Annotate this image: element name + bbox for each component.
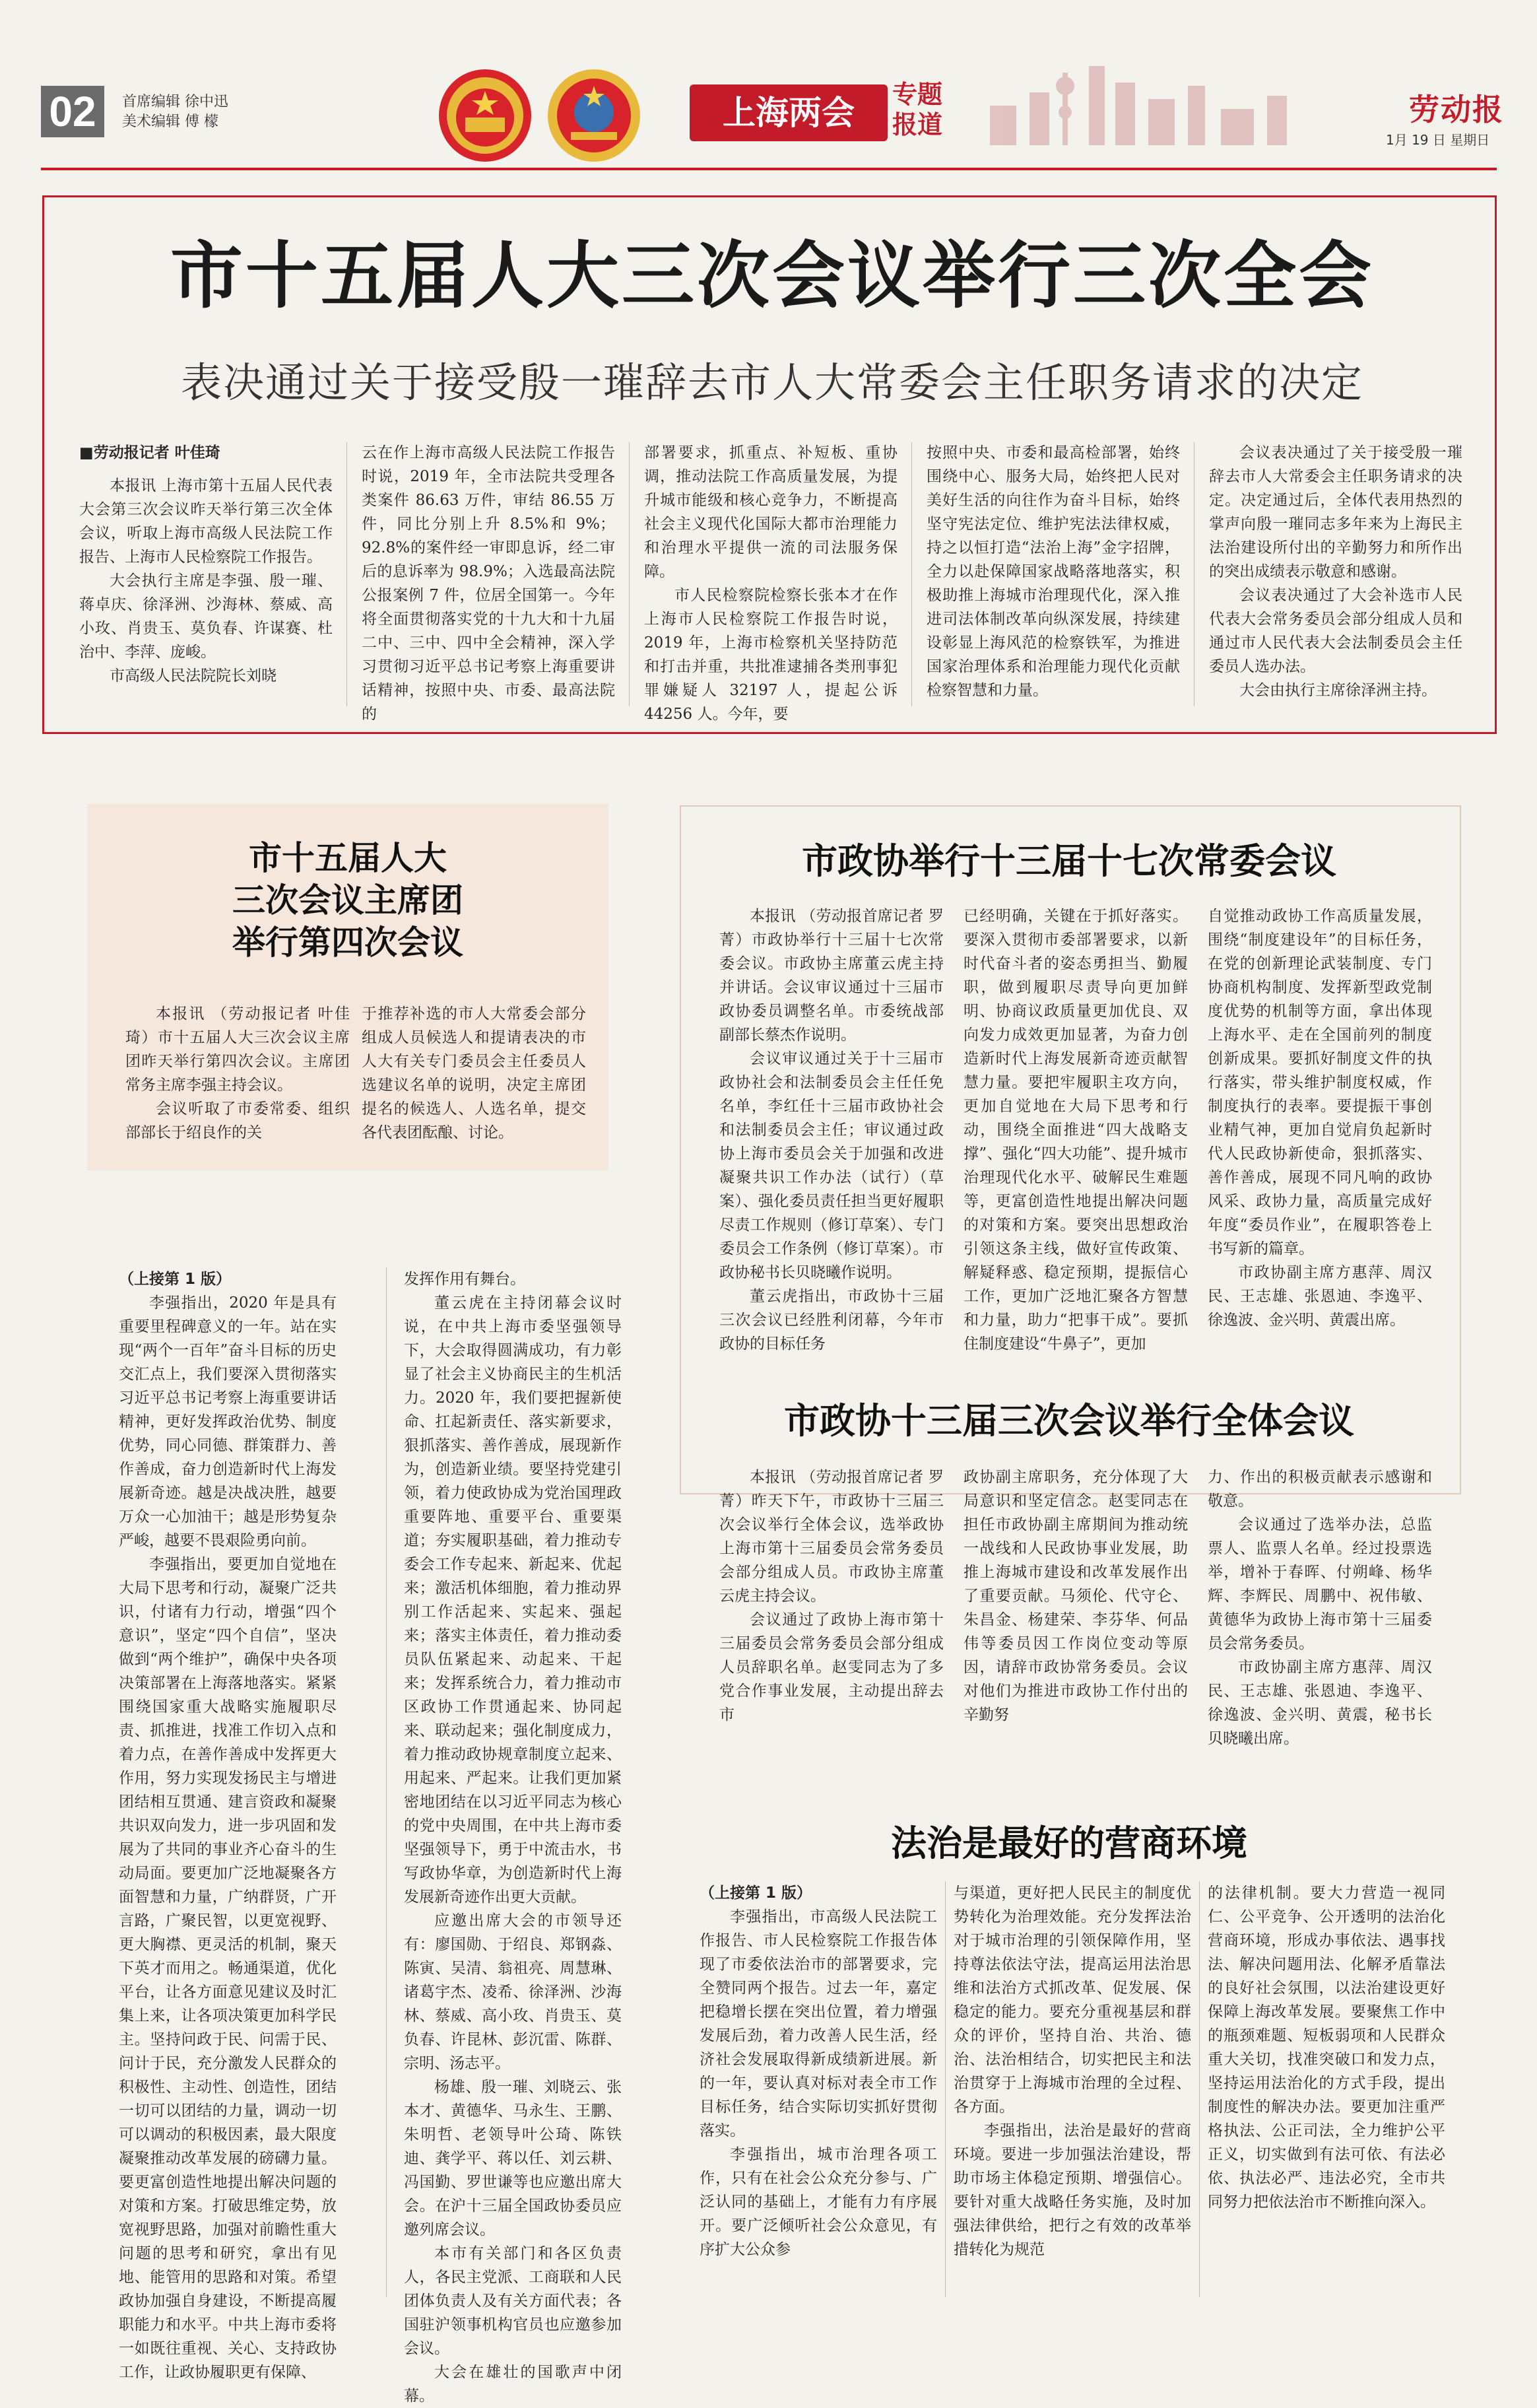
- paragraph: 的法律机制。要大力营造一视同仁、公平竞争、公开透明的法治化营商环境，形成办事依法、遇事找法、解决问题用法、化解矛盾靠法的良好社会氛围，以法治建设更好保障上海改革发展。要聚焦工作中的瓶颈难题、短板弱项和人民群众重大关切，找准突破口和发力点，坚持运用法治化的方式手段，提出制度性的解决办法。要更加注重严格执法、公正司法，全力维护公平正义，切实做到有法可依、有法必依、执法必严、违法必究，全市共同努力把依法治市不断推向深入。: [1208, 1885, 1445, 2211]
- paragraph: 大会在雄壮的国歌声中闭幕。: [404, 2364, 622, 2405]
- national-emblem-icon: [436, 66, 535, 165]
- paragraph: 应邀出席大会的市领导还有：廖国勋、于绍良、郑钢淼、陈寅、吴清、翁祖亮、周慧琳、诸葛宇杰、凌希、徐泽洲、沙海林、蔡威、高小玫、肖贵玉、莫负春、许昆林、彭沉雷、陈群、宗明、汤志平。: [404, 1912, 622, 2072]
- paragraph: 力、作出的积极贡献表示感谢和敬意。: [1208, 1469, 1432, 1510]
- paragraph: 董云虎指出，市政协十三届三次会议已经胜利闭幕，今年市政协的目标任务: [719, 1288, 944, 1353]
- paragraph: 已经明确，关键在于抓好落实。要深入贯彻市委部署要求，以新时代奋斗者的姿态勇担当、勤履职，做到履职尽责导向更加鲜明、协商议政质量更加优良、双向发力成效更加显著，为奋力创造新时代上海发展新奇迹贡献智慧力量。要把牢履职主攻方向，更加自觉地在大局下思考和行动，围绕全面推进“四大战略支撑”、强化“四大功能”、提升城市治理现代化水平、破解民生难题等，更富创造性地提出解决问题的对策和方案。要突出思想政治引领这条主线，做好宣传政策、解疑释惑、稳定预期，提振信心工作，更加广泛地汇聚各方智慧和力量，助力“把事干成”。要抓住制度建设“牛鼻子”，更加: [964, 908, 1188, 1353]
- skyline-icon: [970, 46, 1320, 145]
- presidium-headline: [87, 837, 608, 964]
- lead-headline: 市十五届人大三次会议举行三次全会: [170, 234, 1374, 318]
- paragraph: 杨雄、殷一璀、刘晓云、张本才、黄德华、马永生、王鹏、朱明哲、老领导叶公琦、陈铁迪、龚学平、蒋以任、刘云耕、冯国勤、罗世谦等也应邀出席大会。在沪十三届全国政协委员应邀列席会议。: [404, 2079, 622, 2238]
- law-column-3: [1208, 1881, 1445, 2310]
- cppcc17-headline: 市政协举行十三届十七次常委会议: [802, 840, 1336, 882]
- paragraph: 会议听取了市委常委、组织部部长于绍良作的关: [125, 1100, 350, 1141]
- paragraph: 李强指出，2020 年是具有重要里程碑意义的一年。站在实现“两个一百年”奋斗目标的历史交汇点上，我们要深入贯彻落实习近平总书记考察上海重要讲话精神，更好发挥政治优势、制度优势，同心同德、群策群力、善作善成，奋力创造新时代上海发展新奇迹。越是决战决胜，越要万众一心加油干；越是形势复杂严峻，越要不畏艰险勇向前。: [119, 1294, 337, 1549]
- paragraph: 本市有关部门和各区负责人，各民主党派、工商联和人民团体负责人及有关方面代表；各国驻沪领事机构官员也应邀参加会议。: [404, 2245, 622, 2357]
- paragraph: 会议表决通过了大会补选市人民代表大会常务委员会部分组成人员和通过市人民代表大会法制委员会主任委员人选办法。: [1209, 587, 1462, 675]
- li-column-1: [119, 1267, 337, 2381]
- paragraph: 本报讯 上海市第十五届人民代表大会第三次会议昨天举行第三次全体会议，听取上海市高级人民法院工作报告、上海市人民检察院工作报告。: [79, 477, 333, 566]
- paragraph: 按照中央、市委和最高检部署，始终围绕中心、服务大局，始终把人民对美好生活的向往作为奋斗目标，始终坚守宪法定位、维护宪法法律权威，持之以恒打造“法治上海”金字招牌，全力以赴保障国家战略落地落实，积极助推上海城市治理现代化，深入推进司法体制改革向纵深发展，持续建设彰显上海风范的检察铁军，为推进国家治理体系和治理能力现代化贡献检察智慧和力量。: [927, 444, 1180, 699]
- lead-column-1: [79, 441, 333, 712]
- paragraph: 本报讯 （劳动报首席记者 罗菁）市政协举行十三届十七次常委会议。市政协主席董云虎主持并讲话。会议审议通过十三届市政协委员调整名单。市委统战部副部长蔡杰作说明。: [719, 908, 944, 1044]
- lead-column-3: [644, 441, 898, 723]
- paragraph: 会议通过了政协上海市第十三届委员会常务委员会部分组成人员辞职名单。赵雯同志为了多党合作事业发展，主动提出辞去市: [719, 1611, 944, 1723]
- lead-column-4: [927, 441, 1180, 712]
- column-divider: [346, 442, 347, 706]
- column-divider: [911, 442, 912, 706]
- cppcc-emblem-icon: [544, 66, 643, 165]
- tag-line-1: 专题: [892, 80, 943, 109]
- column-divider: [1199, 1881, 1200, 2297]
- continued-label: （上接第 1 版）: [700, 1885, 812, 1902]
- plenary-headline: 市政协十三届三次会议举行全体会议: [784, 1400, 1354, 1442]
- paragraph: 市政协副主席方惠萍、周汉民、王志雄、张恩迪、李逸平、徐逸波、金兴明、黄震出席。: [1208, 1264, 1432, 1329]
- paragraph: 市人民检察院检察长张本才在作上海市人民检察院工作报告时说，2019 年，上海市检察机关坚持防范和打击并重，共批准逮捕各类刑事犯罪嫌疑人 32197 人，提起公诉 44256 人。今年，要: [644, 587, 898, 723]
- paragraph: 李强指出，法治是最好的营商环境。要进一步加强法治建设，帮助市场主体稳定预期、增强信心。要针对重大战略任务实施，及时加强法律供给，把行之有效的改革举措转化为规范: [954, 2122, 1191, 2258]
- column-divider: [945, 1881, 946, 2297]
- editor-line-1: 首席编辑 徐中迅: [122, 94, 228, 110]
- section-banner: 上海两会: [690, 84, 888, 141]
- paragraph: 大会执行主席是李强、殷一璀、蒋卓庆、徐泽洲、沙海林、蔡威、高小玫、肖贵玉、莫负春、许谋赛、杜治中、李萍、庞峻。: [79, 572, 333, 661]
- paragraph: 李强指出，市高级人民法院工作报告、市人民检察院工作报告体现了市委依法治市的部署要求，完全赞同两个报告。过去一年，嘉定把稳增长摆在突出位置，着力增强发展后劲，着力改善人民生活，经济社会发展取得新成绩新进展。新的一年，要认真对标对表全市工作目标任务，结合实际切实抓好贯彻落实。: [700, 1908, 937, 2139]
- paragraph: 云在作上海市高级人民法院工作报告时说，2019 年，全市法院共受理各类案件 86.63 万件，审结 86.55 万件，同比分别上升 8.5%和 9%；92.8%的案件经一审即息诉，经二审后的息诉率为 98.9%；入选最高法院公报案例 7 件，位居全国第一。今年将全面贯彻落实党的十九大和十九届二中、三中、四中全会精神，深入学习贯彻习近平总书记考察上海重要讲话精神，按照中央、市委、最高法院的: [362, 444, 615, 723]
- editor-line-2: 美术编辑 傅 檬: [122, 114, 218, 130]
- lead-byline: ■劳动报记者 叶佳琦: [79, 444, 220, 461]
- tag-line-2: 报道: [892, 110, 943, 139]
- paragraph: 市政协副主席方惠萍、周汉民、王志雄、张恩迪、李逸平、徐逸波、金兴明、黄震，秘书长贝晓曦出席。: [1208, 1659, 1432, 1747]
- lead-column-5: [1209, 441, 1462, 712]
- topic-tag: [892, 79, 952, 140]
- paragraph: 发挥作用有舞台。: [404, 1271, 525, 1288]
- presidium-column-1: [125, 1002, 350, 1160]
- paragraph: 会议表决通过了关于接受殷一璀辞去市人大常委会主任职务请求的决定。决定通过后，全体代表用热烈的掌声向殷一璀同志多年来为上海民主法治建设所付出的辛勤努力和所作出的突出成绩表示敬意和感谢。: [1209, 444, 1462, 580]
- law-column-2: [954, 1881, 1191, 2310]
- paragraph: 本报讯 （劳动报首席记者 罗菁）昨天下午，市政协十三届三次会议举行全体会议，选举政协上海市第十三届委员会常务委员会部分组成人员。市政协主席董云虎主持会议。: [719, 1469, 944, 1605]
- paragraph: 李强指出，要更加自觉地在大局下思考和行动，凝聚广泛共识，付诸有力行动，增强“四个意识”，坚定“四个自信”，坚决做到“两个维护”，确保中央各项决策部署在上海落地落实。紧紧围绕国家重大战略实施履职尽责、抓推进，找准工作切入点和着力点，在善作善成中发挥更大作用，努力实现发扬民主与增进团结相互贯通、建言资政和凝聚共识双向发力，进一步巩固和发展为了共同的事业齐心奋斗的生动局面。要更加广泛地凝聚各方面智慧和力量，广纳群贤，广开言路，广聚民智，以更宽视野、更大胸襟、更灵活的机制，聚天下英才而用之。畅通渠道，优化平台，让各方面意见建议及时汇集上来，让各项决策更加科学民主。坚持问政于民、问需于民、问计于民，充分激发人民群众的积极性、主动性、创造性，团结一切可以团结的力量，调动一切可以调动的积极因素，最大限度凝聚推动改革发展的磅礴力量。要更富创造性地提出解决问题的对策和方案。打破思维定势，放宽视野思路，加强对前瞻性重大问题的思考和研究，拿出有见地、能管用的思路和对策。希望政协加强自身建设，不断提高履职能力和水平。中共上海市委将一如既往重视、关心、支持政协工作，让政协履职更有保障、: [119, 1556, 337, 2381]
- cppcc17-column-3: [1208, 904, 1432, 1472]
- column-divider: [629, 442, 630, 706]
- lead-subheadline: 表决通过关于接受殷一璀辞去市人大常委会主任职务请求的决定: [180, 358, 1363, 407]
- li-column-2: [404, 1267, 622, 2405]
- paragraph: 部署要求，抓重点、补短板、重协调，推动法院工作高质量发展，为提升城市能级和核心竞争力，不断提高社会主义现代化国际大都市治理能力和治理水平提供一流的司法服务保障。: [644, 444, 898, 580]
- paragraph: 政协副主席职务，充分体现了大局意识和坚定信念。赵雯同志在担任市政协副主席期间为推动统一战线和人民政协事业发展，助推上海城市建设和改革发展作出了重要贡献。马须伦、代守仑、朱昌金、杨建荣、李芬华、何品伟等委员因工作岗位变动等原因，请辞市政协常务委员。会议对他们为推进市政协工作付出的辛勤努: [964, 1469, 1188, 1723]
- paragraph: 会议通过了选举办法，总监票人、监票人名单。经过投票选举，增补于春晖、付朔峰、杨华辉、李辉民、周鹏中、祝伟敏、黄德华为政协上海市第十三届委员会常务委员。: [1208, 1516, 1432, 1652]
- paragraph: 于推荐补选的市人大常委会部分组成人员候选人和提请表决的市人大有关专门委员会主任委员人选建议名单的说明，决定主席团提名的候选人、人选名单，提交各代表团酝酿、讨论。: [362, 1005, 586, 1141]
- header-rule: [41, 168, 1497, 170]
- cppcc17-column-1: [719, 904, 944, 1472]
- issue-date: 1月 19 日 星期日: [1386, 132, 1490, 148]
- paragraph: 本报讯 （劳动报记者 叶佳琦）市十五届人大三次会议主席团昨天举行第四次会议。主席团常务主席李强主持会议。: [125, 1005, 350, 1094]
- paragraph: 董云虎在主持闭幕会议时说，在中共上海市委坚强领导下，大会取得圆满成功，有力彰显了社会主义协商民主的生机活力。2020 年，我们要把握新使命、扛起新责任、落实新要求，狠抓落实、善作善成，展现新作为，创造新业绩。要坚持党建引领，着力使政协成为党治国理政重要阵地、重要平台、重要渠道；夯实履职基础，着力推动专委会工作专起来、新起来、优起来；激活机体细胞，着力推动界别工作活起来、实起来、强起来；落实主体责任，着力推动委员队伍紧起来、动起来、干起来；发挥系统合力，着力推动市区政协工作贯通起来、协同起来、联动起来；强化制度成力，着力推动政协规章制度立起来、用起来、严起来。让我们更加紧密地团结在以习近平同志为核心的党中央周围，在中共上海市委坚强领导下，勇于中流击水，书写政协华章，为创造新时代上海发展新奇迹作出更大贡献。: [404, 1294, 622, 1906]
- headline-line: 三次会议主席团: [232, 881, 463, 920]
- paragraph: 自觉推动政协工作高质量发展，围绕“制度建设年”的目标任务，在党的创新理论武装制度、专门协商机构制度、发挥新型政党制度优势的机制等方面，拿出体现上海水平、走在全国前列的制度创新成果。要抓好制度文件的执行落实，带头维护制度权威，作制度执行的表率。要提振干事创业精气神，更加自觉肩负起新时代人民政协新使命，狠抓落实、善作善成，展现不同凡响的政协风采、政协力量，高质量完成好年度“委员作业”，在履职答卷上书写新的篇章。: [1208, 908, 1432, 1257]
- newspaper-logo: 劳动报: [1409, 92, 1504, 127]
- lead-column-2: [362, 441, 615, 723]
- law-headline: 法治是最好的营商环境: [891, 1823, 1247, 1864]
- paragraph: 与渠道，更好把人民民主的制度优势转化为治理效能。充分发挥法治对于城市治理的引领保障作用，坚持尊法依法守法，提高运用法治思维和法治方式抓改革、促发展、保稳定的能力。要充分重视基层和群众的评价，坚持自治、共治、德治、法治相结合，切实把民主和法治贯穿于上海城市治理的全过程、各方面。: [954, 1885, 1191, 2116]
- headline-line: 举行第四次会议: [232, 923, 463, 962]
- headline-line: 市十五届人大: [249, 839, 447, 877]
- paragraph: 市高级人民法院院长刘晓: [110, 667, 277, 685]
- paragraph: 会议审议通过关于十三届市政协社会和法制委员会主任任免名单，李红任十三届市政协社会和法制委员会主任；审议通过政协上海市委员会关于加强和改进凝聚共识工作办法（试行）（草案）、强化委员责任担当更好履职尽责工作规则（修订草案）、专门委员会工作条例（修订草案）。市政协秘书长贝晓曦作说明。: [719, 1050, 944, 1281]
- presidium-column-2: [362, 1002, 586, 1160]
- paragraph: 李强指出，城市治理各项工作，只有在社会公众充分参与、广泛认同的基础上，才能有力有序展开。要广泛倾听社会公众意见，有序扩大公众参: [700, 2146, 937, 2258]
- column-divider: [386, 1267, 387, 2297]
- paragraph: 大会由执行主席徐泽洲主持。: [1239, 682, 1437, 699]
- page-number: 02: [41, 86, 104, 137]
- continued-label: （上接第 1 版）: [119, 1271, 232, 1288]
- law-column-1: [700, 1881, 937, 2310]
- cppcc17-column-2: [964, 904, 1188, 1472]
